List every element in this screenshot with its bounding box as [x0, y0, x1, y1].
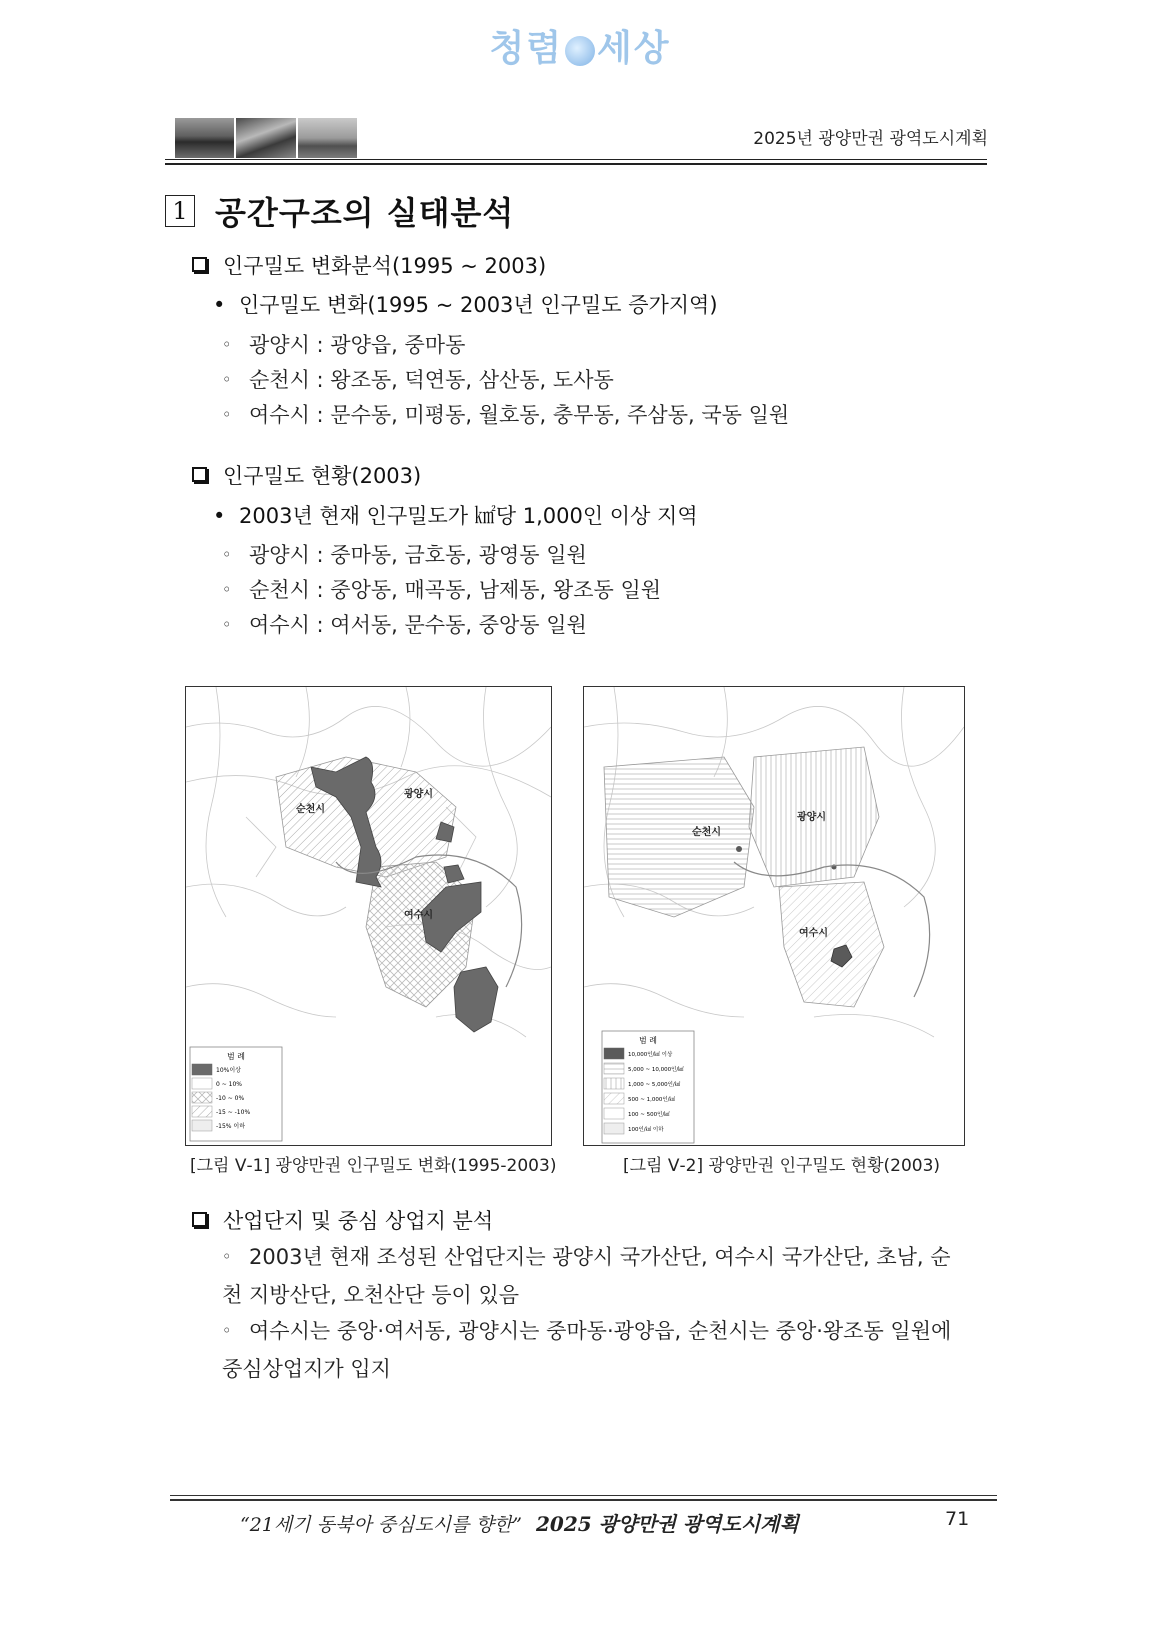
logo [470, 18, 690, 78]
legend-title: 범 례 [639, 1036, 657, 1045]
footer-rule [170, 1495, 997, 1496]
legend-label: -15 ~ -10% [216, 1109, 251, 1116]
section-title-text: 공간구조의 실태분석 [215, 194, 515, 232]
map-legend [602, 1031, 694, 1143]
legend-title: 범 례 [227, 1052, 245, 1061]
bullet-density-change: • 인구밀도 변화(1995 ~ 2003년 인구밀도 증가지역) [213, 289, 718, 319]
header-photo [298, 118, 357, 158]
circle-bullet-icon: ◦ [222, 335, 232, 354]
header-rule [165, 159, 987, 160]
header-rule [165, 163, 987, 165]
heading-density-status: 인구밀도 현황(2003) [192, 460, 421, 490]
map-legend [190, 1047, 282, 1141]
circle-bullet-icon: ◦ [222, 405, 232, 424]
footer-title: 2025 광양만권 광역도시계획 [535, 1512, 799, 1536]
footer-slogan [240, 1508, 799, 1537]
list-item: ◦ 광양시 : 광양읍, 중마동 [222, 333, 466, 357]
figure-density-change-map [185, 686, 552, 1146]
figure-density-status-map [583, 686, 965, 1146]
city-label: 순천시 [296, 804, 325, 815]
bullet-density-status: • 2003년 현재 인구밀도가 ㎢당 1,000인 이상 지역 [213, 500, 698, 530]
city-label: 여수시 [404, 910, 433, 921]
density-increase-area [454, 967, 498, 1032]
legend-label: 500 ~ 1,000인/㎢ [628, 1097, 676, 1103]
legend-label: -15% 이하 [216, 1123, 246, 1130]
legend-label: 1,000 ~ 5,000인/㎢ [628, 1082, 681, 1088]
density-region [779, 882, 884, 1007]
density-region [604, 757, 754, 917]
figure-caption: [그림 Ⅴ-2] 광양만권 인구밀도 현황(2003) [623, 1156, 941, 1176]
header-photo [175, 118, 234, 158]
list-item: ◦ 여수시는 중앙·여서동, 광양시는 중마동·광양읍, 순천시는 중앙·왕조동 일원에 중심상업지가 입지 [222, 1312, 952, 1388]
heading-density-change: 인구밀도 변화분석(1995 ~ 2003) [192, 250, 546, 280]
header-photo [236, 118, 295, 158]
logo-emblem-icon [565, 36, 595, 66]
circle-bullet-icon: ◦ [222, 580, 232, 599]
circle-bullet-icon: ◦ [222, 370, 232, 389]
page-number: 71 [945, 1508, 970, 1530]
legend-label: -10 ~ 0% [216, 1095, 245, 1102]
list-item: ◦ 순천시 : 왕조동, 덕연동, 삼산동, 도사동 [222, 368, 614, 392]
map-svg [584, 687, 964, 1145]
city-label: 광양시 [404, 789, 433, 800]
footer-slogan-text: “21세기 동북아 중심도시를 향한” [240, 1514, 522, 1536]
city-label: 광양시 [797, 812, 826, 823]
legend-label: 10%이상 [216, 1067, 241, 1074]
section-title [165, 188, 514, 234]
list-item: ◦ 여수시 : 여서동, 문수동, 중앙동 일원 [222, 613, 587, 637]
city-label: 순천시 [692, 827, 721, 838]
heading-industrial: 산업단지 및 중심 상업지 분석 [192, 1205, 493, 1235]
legend-label: 100 ~ 500인/㎢ [628, 1112, 670, 1118]
legend-label: 0 ~ 10% [216, 1081, 242, 1088]
figure-caption: [그림 Ⅴ-1] 광양만권 인구밀도 변화(1995-2003) [190, 1156, 557, 1176]
logo-text-right: 세상 [597, 27, 671, 69]
logo-text-left: 청렴 [489, 27, 563, 69]
circle-bullet-icon: ◦ [222, 615, 232, 634]
circle-bullet-icon: ◦ [222, 545, 232, 564]
section-number: 1 [165, 195, 195, 227]
map-svg [186, 687, 551, 1145]
city-label: 여수시 [799, 928, 828, 939]
header-photo-strip [175, 118, 357, 158]
circle-bullet-icon: ◦ [222, 1247, 232, 1266]
legend-label: 10,000인/㎢ 이상 [628, 1052, 673, 1058]
circle-bullet-icon: ◦ [222, 1321, 232, 1340]
list-item: ◦ 광양시 : 중마동, 금호동, 광영동 일원 [222, 543, 587, 567]
list-item: ◦ 여수시 : 문수동, 미평동, 월호동, 충무동, 주삼동, 국동 일원 [222, 403, 790, 427]
legend-label: 5,000 ~ 10,000인/㎢ [628, 1067, 684, 1073]
legend-label: 100인/㎢ 이하 [628, 1127, 664, 1133]
list-item: ◦ 순천시 : 중앙동, 매곡동, 남제동, 왕조동 일원 [222, 578, 662, 602]
footer-rule [170, 1499, 997, 1501]
header-doc-title: 2025년 광양만권 광역도시계획 [753, 129, 988, 149]
list-item: ◦ 2003년 현재 조성된 산업단지는 광양시 국가산단, 여수시 국가산단, 초남, 순천 지방산단, 오천산단 등이 있음 [222, 1238, 952, 1314]
high-density-area [736, 846, 742, 852]
